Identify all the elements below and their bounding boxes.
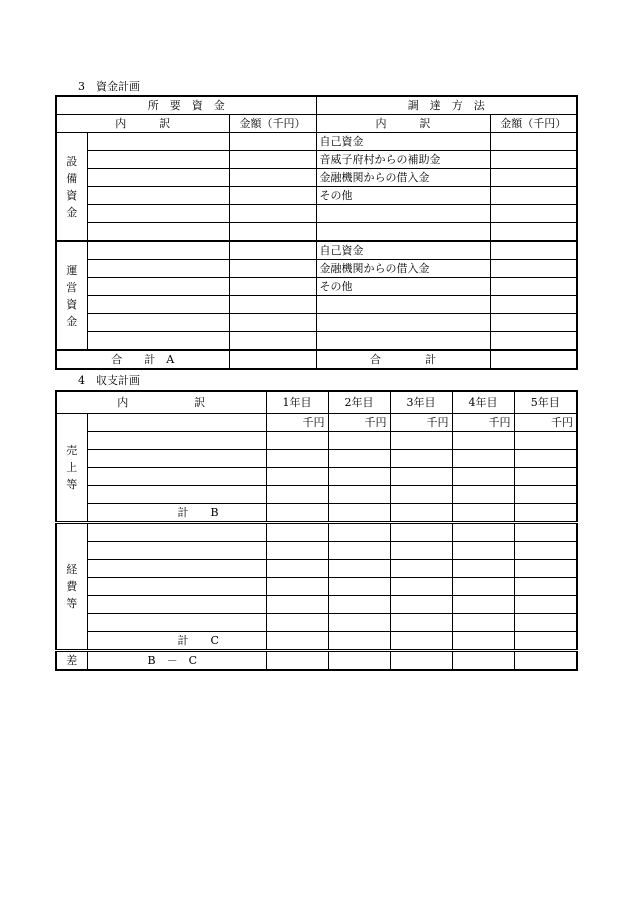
value-cell[interactable] (452, 503, 514, 522)
value-cell[interactable] (328, 541, 390, 559)
sales-detail-cell[interactable] (87, 485, 266, 503)
method-amount-cell[interactable] (490, 133, 577, 151)
value-cell[interactable] (452, 631, 514, 650)
facility-detail-cell[interactable] (87, 133, 229, 151)
value-cell[interactable] (514, 467, 577, 485)
value-cell[interactable] (266, 485, 328, 503)
method-item[interactable] (316, 314, 490, 332)
value-cell[interactable] (328, 485, 390, 503)
value-cell[interactable] (514, 595, 577, 613)
value-cell[interactable] (390, 485, 452, 503)
operating-detail-cell[interactable] (87, 314, 229, 332)
facility-detail-cell[interactable] (87, 151, 229, 169)
value-cell[interactable] (390, 650, 452, 670)
operating-detail-cell[interactable] (87, 332, 229, 351)
value-cell[interactable] (390, 503, 452, 522)
facility-amount-cell[interactable] (229, 205, 316, 223)
method-item[interactable] (316, 205, 490, 223)
value-cell[interactable] (328, 431, 390, 449)
facility-detail-cell[interactable] (87, 187, 229, 205)
income-detail-header: 内 訳 (56, 391, 266, 413)
value-cell[interactable] (390, 631, 452, 650)
method-amount-cell[interactable] (490, 187, 577, 205)
facility-detail-cell[interactable] (87, 169, 229, 187)
section-4-title: 4 収支計画 (78, 374, 140, 387)
operating-amount-cell[interactable] (229, 314, 316, 332)
value-cell[interactable] (514, 503, 577, 522)
difference-formula: B － C (87, 650, 266, 670)
method-amount-cell[interactable] (490, 278, 577, 296)
sales-label: 売 上 等 (56, 413, 87, 522)
unit-label: 千円 (390, 413, 452, 431)
method-total-label: 合 計 (316, 350, 490, 369)
value-cell[interactable] (452, 559, 514, 577)
value-cell[interactable] (328, 613, 390, 631)
expense-detail-cell[interactable] (87, 613, 266, 631)
method-item: その他 (316, 278, 490, 296)
year-header: 5年目 (514, 391, 577, 413)
facility-amount-cell[interactable] (229, 151, 316, 169)
operating-amount-cell[interactable] (229, 260, 316, 278)
value-cell[interactable] (266, 541, 328, 559)
method-amount-cell[interactable] (490, 223, 577, 242)
method-item[interactable] (316, 296, 490, 314)
method-detail-header: 内 訳 (316, 115, 490, 133)
value-cell[interactable] (266, 522, 328, 541)
value-cell[interactable] (514, 577, 577, 595)
sales-detail-cell[interactable] (87, 431, 266, 449)
value-cell[interactable] (514, 650, 577, 670)
funding-plan-table (55, 95, 578, 370)
income-expense-plan-table (55, 390, 578, 671)
value-cell[interactable] (390, 595, 452, 613)
unit-label: 千円 (514, 413, 577, 431)
value-cell[interactable] (452, 485, 514, 503)
year-header: 2年目 (328, 391, 390, 413)
required-amount-header: 金額（千円） (229, 115, 316, 133)
facility-amount-cell[interactable] (229, 223, 316, 242)
value-cell[interactable] (390, 613, 452, 631)
difference-label: 差 (56, 650, 87, 670)
operating-detail-cell[interactable] (87, 296, 229, 314)
unit-label: 千円 (328, 413, 390, 431)
value-cell[interactable] (452, 595, 514, 613)
operating-detail-cell[interactable] (87, 260, 229, 278)
expense-detail-cell[interactable] (87, 577, 266, 595)
value-cell[interactable] (514, 522, 577, 541)
value-cell[interactable] (266, 595, 328, 613)
value-cell[interactable] (328, 631, 390, 650)
value-cell[interactable] (266, 449, 328, 467)
value-cell[interactable] (328, 449, 390, 467)
value-cell[interactable] (266, 577, 328, 595)
sales-detail-cell[interactable] (87, 467, 266, 485)
value-cell[interactable] (328, 595, 390, 613)
year-header: 4年目 (452, 391, 514, 413)
value-cell[interactable] (328, 559, 390, 577)
value-cell[interactable] (452, 467, 514, 485)
value-cell[interactable] (328, 522, 390, 541)
value-cell[interactable] (390, 577, 452, 595)
method-amount-cell[interactable] (490, 332, 577, 351)
value-cell[interactable] (390, 449, 452, 467)
value-cell[interactable] (452, 449, 514, 467)
method-amount-cell[interactable] (490, 296, 577, 314)
value-cell[interactable] (328, 503, 390, 522)
operating-amount-cell[interactable] (229, 278, 316, 296)
expense-detail-cell[interactable] (87, 541, 266, 559)
expense-detail-cell[interactable] (87, 595, 266, 613)
facility-funds-label: 設 備 資 金 (56, 133, 87, 242)
year-header: 1年目 (266, 391, 328, 413)
value-cell[interactable] (514, 485, 577, 503)
value-cell[interactable] (514, 449, 577, 467)
unit-label: 千円 (266, 413, 328, 431)
operating-amount-cell[interactable] (229, 296, 316, 314)
value-cell[interactable] (390, 541, 452, 559)
operating-funds-label: 運 営 資 金 (56, 241, 87, 350)
operating-detail-cell[interactable] (87, 278, 229, 296)
value-cell[interactable] (514, 631, 577, 650)
expense-total-label: 計 C (87, 631, 266, 650)
method-item: 音威子府村からの補助金 (316, 151, 490, 169)
value-cell[interactable] (266, 503, 328, 522)
value-cell[interactable] (266, 631, 328, 650)
value-cell[interactable] (266, 431, 328, 449)
method-amount-cell[interactable] (490, 151, 577, 169)
value-cell[interactable] (390, 559, 452, 577)
facility-detail-cell[interactable] (87, 205, 229, 223)
facility-amount-cell[interactable] (229, 169, 316, 187)
method-item: その他 (316, 187, 490, 205)
total-a-label: 合 計 A (56, 350, 229, 369)
value-cell[interactable] (390, 467, 452, 485)
value-cell[interactable] (328, 577, 390, 595)
method-item[interactable] (316, 223, 490, 242)
method-amount-header: 金額（千円） (490, 115, 577, 133)
method-item: 金融機関からの借入金 (316, 169, 490, 187)
required-detail-header: 内 訳 (56, 115, 229, 133)
value-cell[interactable] (452, 650, 514, 670)
facility-amount-cell[interactable] (229, 133, 316, 151)
value-cell[interactable] (266, 559, 328, 577)
method-item: 自己資金 (316, 241, 490, 260)
value-cell[interactable] (452, 522, 514, 541)
method-item[interactable] (316, 332, 490, 351)
value-cell[interactable] (452, 431, 514, 449)
sales-detail-cell[interactable] (87, 413, 266, 431)
funding-method-header: 調 達 方 法 (316, 96, 577, 115)
sales-detail-cell[interactable] (87, 449, 266, 467)
method-amount-cell[interactable] (490, 314, 577, 332)
value-cell[interactable] (514, 613, 577, 631)
operating-amount-cell[interactable] (229, 241, 316, 260)
value-cell[interactable] (390, 431, 452, 449)
value-cell[interactable] (452, 541, 514, 559)
method-amount-cell[interactable] (490, 169, 577, 187)
method-item: 自己資金 (316, 133, 490, 151)
section-3-title: 3 資金計画 (78, 80, 140, 93)
expense-label: 経 費 等 (56, 522, 87, 650)
value-cell[interactable] (514, 541, 577, 559)
facility-detail-cell[interactable] (87, 223, 229, 242)
method-item: 金融機関からの借入金 (316, 260, 490, 278)
value-cell[interactable] (266, 467, 328, 485)
facility-amount-cell[interactable] (229, 187, 316, 205)
method-amount-cell[interactable] (490, 241, 577, 260)
value-cell[interactable] (514, 559, 577, 577)
expense-detail-cell[interactable] (87, 522, 266, 541)
value-cell[interactable] (328, 467, 390, 485)
year-header: 3年目 (390, 391, 452, 413)
operating-amount-cell[interactable] (229, 332, 316, 351)
value-cell[interactable] (514, 431, 577, 449)
value-cell[interactable] (452, 613, 514, 631)
required-funds-header: 所 要 資 金 (56, 96, 316, 115)
value-cell[interactable] (452, 577, 514, 595)
expense-detail-cell[interactable] (87, 559, 266, 577)
value-cell[interactable] (266, 650, 328, 670)
method-amount-cell[interactable] (490, 205, 577, 223)
total-a-amount[interactable] (229, 350, 316, 369)
method-total-amount[interactable] (490, 350, 577, 369)
unit-label: 千円 (452, 413, 514, 431)
value-cell[interactable] (328, 650, 390, 670)
sales-total-label: 計 B (87, 503, 266, 522)
value-cell[interactable] (390, 522, 452, 541)
value-cell[interactable] (266, 613, 328, 631)
method-amount-cell[interactable] (490, 260, 577, 278)
operating-detail-cell[interactable] (87, 241, 229, 260)
